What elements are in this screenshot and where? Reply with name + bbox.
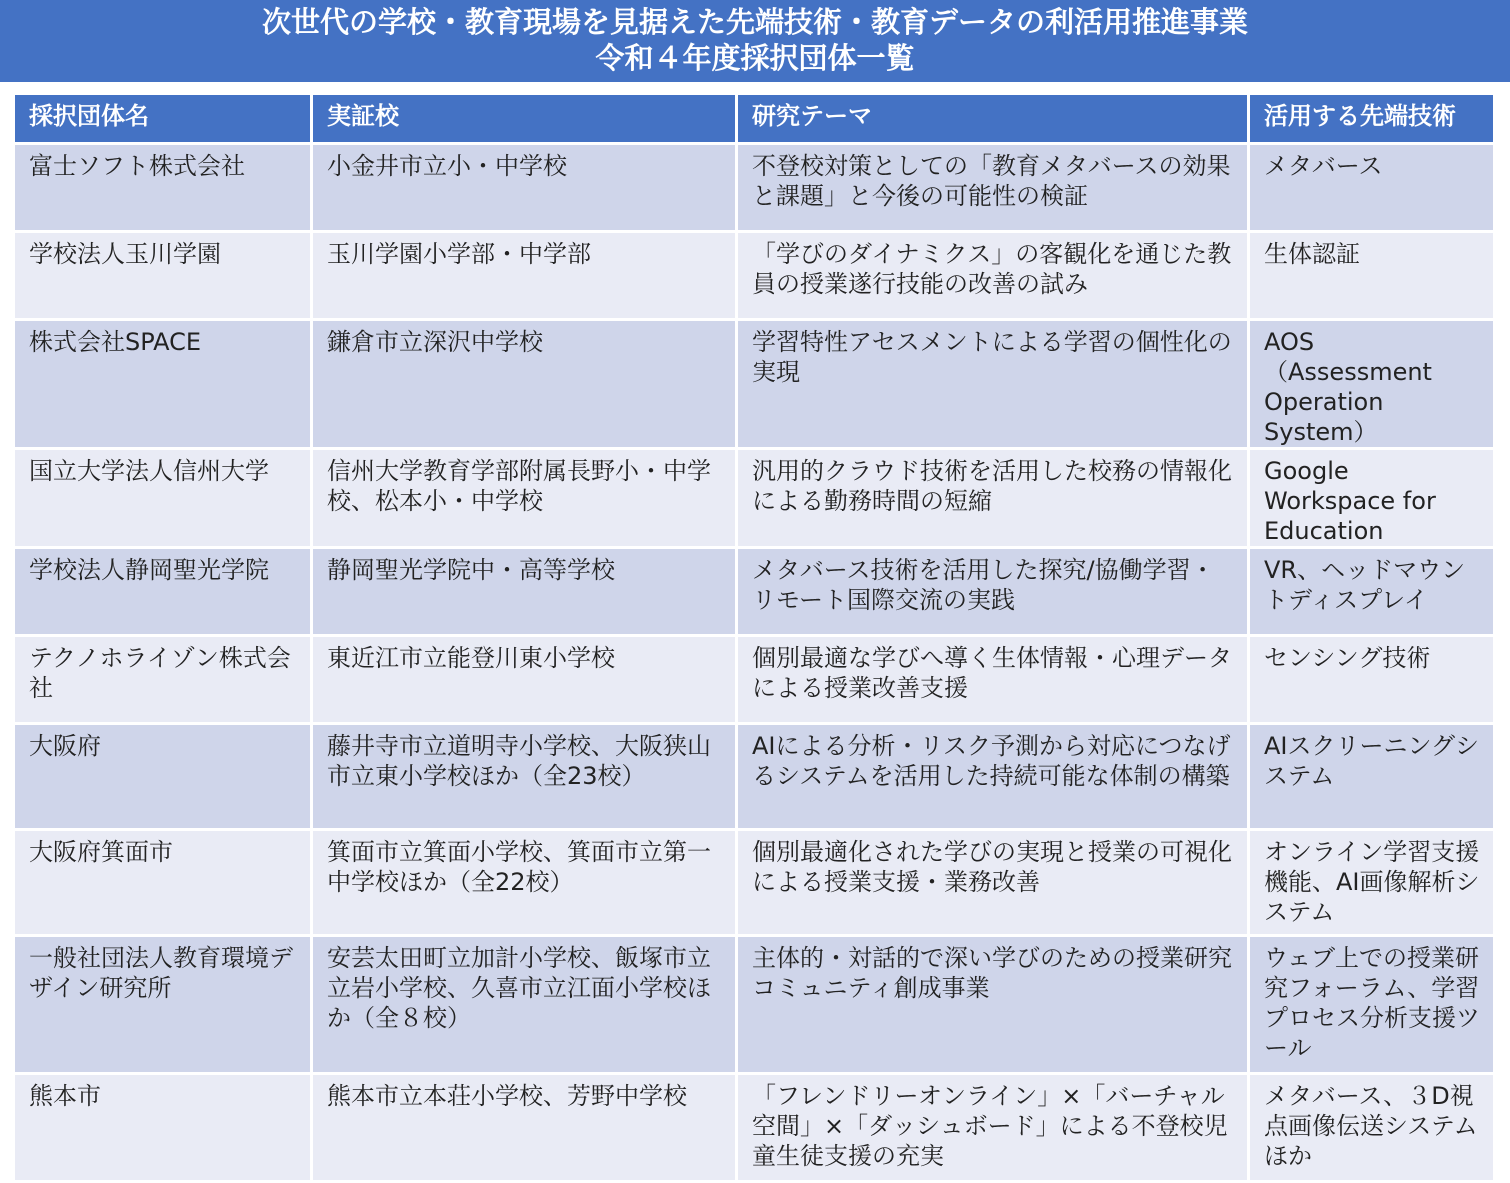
column-header-theme: 研究テーマ bbox=[737, 94, 1249, 144]
cell-organization: 国立大学法人信州大学 bbox=[14, 449, 312, 548]
cell-organization: テクノホライゾン株式会社 bbox=[14, 636, 312, 724]
cell-technology: VR、ヘッドマウントディスプレイ bbox=[1249, 548, 1495, 636]
table-row bbox=[14, 320, 1495, 449]
cell-theme: 汎用的クラウド技術を活用した校務の情報化による勤務時間の短縮 bbox=[737, 449, 1249, 548]
cell-school: 静岡聖光学院中・高等学校 bbox=[312, 548, 737, 636]
table-row bbox=[14, 232, 1495, 320]
table-row bbox=[14, 449, 1495, 548]
cell-theme: 個別最適化された学びの実現と授業の可視化による授業支援・業務改善 bbox=[737, 830, 1249, 936]
cell-organization: 学校法人玉川学園 bbox=[14, 232, 312, 320]
cell-technology: 生体認証 bbox=[1249, 232, 1495, 320]
table-row bbox=[14, 1074, 1495, 1182]
table-row bbox=[14, 936, 1495, 1074]
table-row bbox=[14, 636, 1495, 724]
cell-theme: AIによる分析・リスク予測から対応につなげるシステムを活用した持続可能な体制の構築 bbox=[737, 724, 1249, 830]
cell-school: 藤井寺市立道明寺小学校、大阪狭山市立東小学校ほか（全23校） bbox=[312, 724, 737, 830]
cell-school: 安芸太田町立加計小学校、飯塚市立立岩小学校、久喜市立江面小学校ほか（全８校） bbox=[312, 936, 737, 1074]
cell-theme: 学習特性アセスメントによる学習の個性化の実現 bbox=[737, 320, 1249, 449]
cell-theme: 「学びのダイナミクス」の客観化を通じた教員の授業遂行技能の改善の試み bbox=[737, 232, 1249, 320]
cell-technology: メタバース、３D視点画像伝送システムほか bbox=[1249, 1074, 1495, 1182]
table-header-row bbox=[14, 94, 1495, 144]
cell-organization: 一般社団法人教育環境デザイン研究所 bbox=[14, 936, 312, 1074]
cell-theme: 「フレンドリーオンライン」×「バーチャル空間」×「ダッシュボード」による不登校児童生徒支援の充実 bbox=[737, 1074, 1249, 1182]
cell-theme: 個別最適な学びへ導く生体情報・心理データによる授業改善支援 bbox=[737, 636, 1249, 724]
table-row bbox=[14, 144, 1495, 232]
column-header-technology: 活用する先端技術 bbox=[1249, 94, 1495, 144]
table-row bbox=[14, 724, 1495, 830]
cell-school: 熊本市立本荘小学校、芳野中学校 bbox=[312, 1074, 737, 1182]
cell-technology: Google Workspace for Education bbox=[1249, 449, 1495, 548]
cell-technology: AIスクリーニングシステム bbox=[1249, 724, 1495, 830]
cell-school: 鎌倉市立深沢中学校 bbox=[312, 320, 737, 449]
cell-technology: AOS（Assessment Operation System） bbox=[1249, 320, 1495, 449]
table-row bbox=[14, 548, 1495, 636]
cell-school: 東近江市立能登川東小学校 bbox=[312, 636, 737, 724]
column-header-school: 実証校 bbox=[312, 94, 737, 144]
cell-theme: メタバース技術を活用した探究/協働学習・リモート国際交流の実践 bbox=[737, 548, 1249, 636]
cell-school: 玉川学園小学部・中学部 bbox=[312, 232, 737, 320]
cell-theme: 不登校対策としての「教育メタバースの効果と課題」と今後の可能性の検証 bbox=[737, 144, 1249, 232]
page-title: 次世代の学校・教育現場を見据えた先端技術・教育データの利活用推進事業 bbox=[261, 5, 1248, 39]
cell-technology: ウェブ上での授業研究フォーラム、学習プロセス分析支援ツール bbox=[1249, 936, 1495, 1074]
cell-organization: 大阪府箕面市 bbox=[14, 830, 312, 936]
cell-organization: 株式会社SPACE bbox=[14, 320, 312, 449]
cell-school: 小金井市立小・中学校 bbox=[312, 144, 737, 232]
cell-theme: 主体的・対話的で深い学びのための授業研究コミュニティ創成事業 bbox=[737, 936, 1249, 1074]
cell-technology: メタバース bbox=[1249, 144, 1495, 232]
cell-technology: センシング技術 bbox=[1249, 636, 1495, 724]
cell-technology: オンライン学習支援機能、AI画像解析システム bbox=[1249, 830, 1495, 936]
adopted-organizations-table bbox=[12, 92, 1496, 1183]
column-header-organization: 採択団体名 bbox=[14, 94, 312, 144]
table-row bbox=[14, 830, 1495, 936]
cell-organization: 大阪府 bbox=[14, 724, 312, 830]
cell-school: 信州大学教育学部附属長野小・中学校、松本小・中学校 bbox=[312, 449, 737, 548]
cell-organization: 学校法人静岡聖光学院 bbox=[14, 548, 312, 636]
page-subtitle: 令和４年度採択団体一覧 bbox=[595, 41, 915, 75]
cell-school: 箕面市立箕面小学校、箕面市立第一中学校ほか（全22校） bbox=[312, 830, 737, 936]
cell-organization: 富士ソフト株式会社 bbox=[14, 144, 312, 232]
cell-organization: 熊本市 bbox=[14, 1074, 312, 1182]
title-banner bbox=[0, 0, 1510, 82]
